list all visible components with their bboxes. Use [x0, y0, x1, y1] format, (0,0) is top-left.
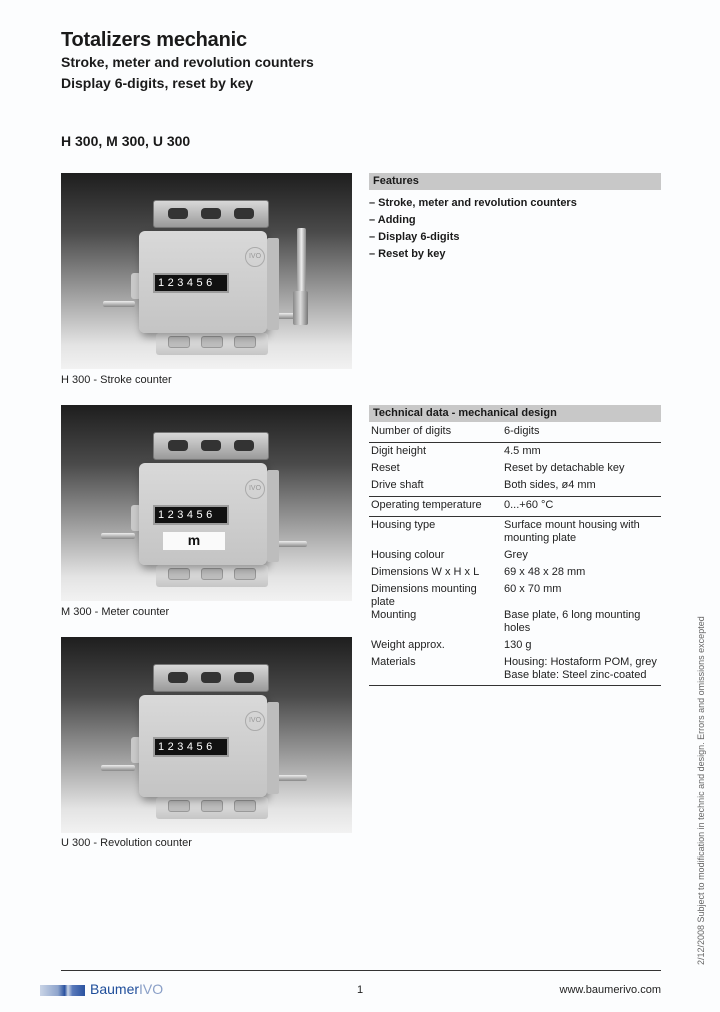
features-list — [369, 196, 661, 264]
spec-label: Drive shaft — [369, 479, 502, 497]
spec-value: 60 x 70 mm — [504, 583, 562, 595]
footer-divider — [61, 970, 661, 971]
product-photo-m300 — [61, 405, 352, 601]
product-photo-h300 — [61, 173, 352, 369]
mounting-plate-bottom — [156, 565, 268, 587]
spec-label: Weight approx. — [371, 639, 445, 651]
drive-shaft-left — [101, 765, 135, 771]
table-row — [369, 609, 661, 639]
spec-value: 4.5 mm — [504, 445, 541, 457]
features-heading: Features — [369, 173, 661, 190]
counter-display: 123456 — [153, 737, 229, 757]
ivo-logo-icon: IVO — [245, 711, 265, 731]
brand-bars-icon — [40, 985, 85, 996]
technical-data-table — [369, 425, 661, 686]
spec-label: Operating temperature — [369, 497, 502, 517]
spec-value: 6-digits — [502, 425, 661, 443]
mounting-plate-bottom — [156, 797, 268, 819]
feature-item: – Stroke, meter and revolution counters — [369, 197, 577, 209]
counter-housing — [139, 231, 267, 333]
spec-value: Surface mount housing with mounting plate — [504, 519, 640, 544]
table-row — [369, 656, 661, 686]
spec-value-line: Housing: Hostaform POM, grey — [504, 656, 657, 668]
model-list: H 300, M 300, U 300 — [61, 133, 191, 149]
spec-value — [502, 656, 661, 686]
spec-label: Materials — [369, 656, 502, 686]
mounting-plate-bottom — [156, 333, 268, 355]
ivo-logo-icon: IVO — [245, 479, 265, 499]
table-row — [369, 566, 661, 583]
technical-data-heading: Technical data - mechanical design — [369, 405, 661, 422]
counter-display: 123456 — [153, 505, 229, 525]
spec-label: Housing type — [371, 519, 436, 531]
ivo-logo-icon: IVO — [245, 247, 265, 267]
feature-item: – Reset by key — [369, 248, 446, 260]
spec-value: 69 x 48 x 28 mm — [504, 566, 586, 578]
table-row — [369, 517, 661, 550]
spec-label: Dimensions W x H x L — [371, 566, 480, 578]
table-row — [369, 479, 661, 497]
spec-label: Reset — [371, 462, 400, 474]
table-row — [369, 639, 661, 656]
spec-value: 130 g — [504, 639, 532, 651]
brand-main: Baumer — [90, 981, 140, 997]
reset-key-handle — [293, 291, 308, 325]
product-photo-u300 — [61, 637, 352, 833]
spec-label: Digit height — [371, 445, 427, 457]
spec-value: Both sides, ø4 mm — [502, 479, 661, 497]
caption-h300: H 300 - Stroke counter — [61, 374, 172, 386]
drive-shaft-left — [103, 301, 135, 307]
counter-display: 123456 — [153, 273, 229, 293]
brand-sub: IVO — [139, 981, 164, 997]
table-row — [369, 425, 661, 443]
page-number: 1 — [357, 984, 364, 996]
counter-housing — [139, 463, 267, 565]
spec-value: Reset by detachable key — [504, 462, 625, 474]
drive-shaft-left — [101, 533, 135, 539]
spec-label: Housing colour — [371, 549, 445, 561]
disclaimer-note: 2/12/2008 Subject to modification in technic and design. Errors and omissions excepted — [696, 616, 706, 965]
page-title: Totalizers mechanic — [61, 29, 247, 51]
spec-value: Grey — [504, 549, 528, 561]
mounting-plate — [153, 200, 269, 228]
spec-value-line: Base blate: Steel zinc-coated — [504, 669, 647, 681]
table-row — [369, 462, 661, 479]
subtitle-product-types: Stroke, meter and revolution counters — [61, 54, 314, 70]
spec-label: Mounting — [371, 609, 417, 621]
counter-housing — [139, 695, 267, 797]
spec-label: Dimensions mounting plate — [371, 583, 477, 608]
feature-item: – Display 6-digits — [369, 231, 460, 243]
table-row — [369, 583, 661, 609]
caption-m300: M 300 - Meter counter — [61, 606, 170, 618]
brand-logo — [90, 981, 163, 997]
table-row — [369, 443, 661, 463]
mounting-plate — [153, 664, 269, 692]
website-link[interactable]: www.baumerivo.com — [559, 984, 661, 996]
table-row — [369, 549, 661, 566]
spec-label: Number of digits — [369, 425, 502, 443]
table-row — [369, 497, 661, 517]
unit-label: m — [163, 532, 225, 550]
subtitle-display-reset: Display 6-digits, reset by key — [61, 75, 254, 91]
feature-item: – Adding — [369, 214, 416, 226]
spec-value: 0...+60 °C — [502, 497, 661, 517]
caption-u300: U 300 - Revolution counter — [61, 837, 192, 849]
mounting-plate — [153, 432, 269, 460]
spec-value: Base plate, 6 long mounting holes — [504, 609, 641, 634]
